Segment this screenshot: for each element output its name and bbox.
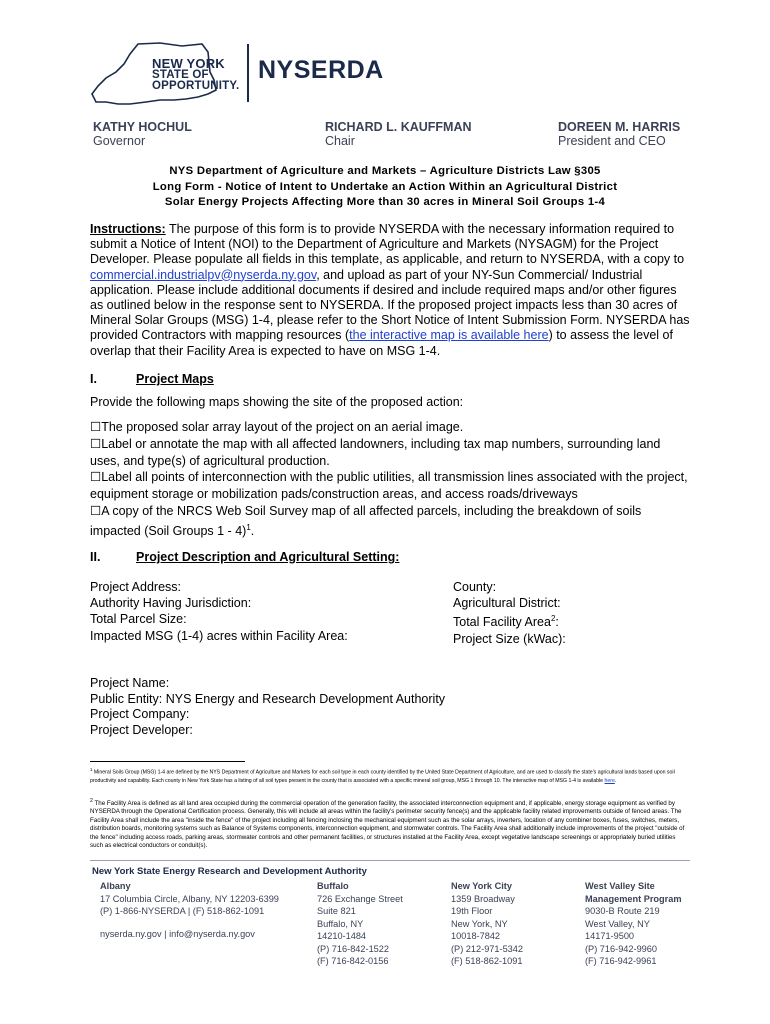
footer-line: 14171-9500 xyxy=(585,931,635,941)
checklist-item-soil-map[interactable] xyxy=(90,503,690,540)
instructions-text: The purpose of this form is to provide NYSERDA with the necessary information required to submit a Notice of Intent (NOI) to the Department of Agriculture and Markets (NYSAGM) for the Project Developer. Please populate all fields in this template, as applicable, and return to NYSERDA, with a copy to xyxy=(90,222,685,267)
logo-divider xyxy=(247,44,249,102)
field-facility-area-label: Total Facility Area xyxy=(453,615,551,630)
footnote-ref-1: 1 xyxy=(246,522,251,532)
checklist-item-interconnection[interactable]: ☐Label all points of interconnection with the public utilities, all transmission lines associated with the project, equipment storage or mobilization pads/construction areas, and access roads/driveways xyxy=(90,470,688,502)
footer-org: New York State Energy Research and Development Authority xyxy=(92,866,367,877)
official-name: KATHY HOCHUL xyxy=(93,120,192,134)
footer-west-valley xyxy=(585,880,705,968)
left-field-list xyxy=(90,579,430,644)
footnote-2-number: 2 xyxy=(90,798,93,804)
official-title: Governor xyxy=(93,134,146,148)
footnote-1-number: 1 xyxy=(90,767,93,772)
field-authority: Authority Having Jurisdiction: xyxy=(90,596,252,611)
footnote-ref-2: 2 xyxy=(550,614,556,624)
footnote-1 xyxy=(90,766,688,785)
section1-heading: Project Maps xyxy=(136,372,214,386)
field-facility-area xyxy=(453,611,693,630)
footer-line xyxy=(100,918,300,928)
footer-line: 17 Columbia Circle, Albany, NY 12203-6399 xyxy=(100,893,279,904)
official-chair xyxy=(325,120,472,148)
field-project-company: Project Company: xyxy=(90,707,190,722)
section1-number: I. xyxy=(90,372,97,386)
nyserda-logo: NYSERDA xyxy=(258,56,384,84)
official-governor xyxy=(93,120,192,148)
field-project-developer: Project Developer: xyxy=(90,722,193,737)
official-name: DOREEN M. HARRIS xyxy=(558,120,681,134)
title-line1: NYS Department of Agriculture and Markets – Agriculture Districts Law §305 xyxy=(169,165,601,177)
section2-heading: Project Description and Agricultural Setting: xyxy=(136,550,400,564)
title-line2: Long Form - Notice of Intent to Undertake an Action Within an Agricultural District xyxy=(152,180,618,193)
field-facility-area-colon: : xyxy=(555,615,559,630)
interactive-map-link[interactable]: the interactive map is available here xyxy=(349,328,549,343)
footer-line: 14210-1484 xyxy=(317,931,367,941)
footer-line: 19th Floor xyxy=(451,906,493,916)
footer-office-name: West Valley Site xyxy=(585,881,655,891)
email-link[interactable]: commercial.industrialpv@nyserda.ny.gov xyxy=(90,267,317,282)
ny-logo-text xyxy=(152,57,239,92)
field-project-name: Project Name: xyxy=(90,676,170,690)
footer-line: 9030-B Route 219 xyxy=(585,906,660,916)
footnote-1-text: Mineral Soils Group (MSG) 1-4 are defined by the NYS Department of Agriculture and Markets for each soil type in each county identified by the United State Department of Agriculture, and are used to classify the state's agricultural lands based upon soil productivity and capability. Each county in New York State has a listing of all soil types present in the county that is associated with a specific mineral soil group, MSG 1 through 10. The interactive map of MSG 1-4 is available xyxy=(90,769,675,784)
field-project-size: Project Size (kWac): xyxy=(453,631,566,646)
instructions-text-3: ) to assess the level of overlap that their Facility Area is expected to have on MSG 1-4. xyxy=(90,328,673,358)
footer-line: (P) 716-842-1522 xyxy=(317,943,390,954)
checklist-item-aerial[interactable]: ☐The proposed solar array layout of the project on an aerial image. xyxy=(90,420,464,434)
footer-line: (F) 716-842-0156 xyxy=(317,956,389,966)
footer-office-name: New York City xyxy=(451,881,512,891)
field-impacted-msg: Impacted MSG (1-4) acres within Facility Area: xyxy=(90,628,348,643)
document-title xyxy=(0,164,770,211)
checklist-item-soil-end: . xyxy=(250,523,255,538)
footer-office-name: Buffalo xyxy=(317,881,349,891)
footer-line: (F) 716-942-9961 xyxy=(585,956,657,966)
footnote-1-link[interactable]: here xyxy=(604,777,615,784)
map-checklist xyxy=(90,419,690,540)
footnote-2-text: The Facility Area is defined as all land area occupied during the commercial operation of the generation facility, the associated interconnection equipment and, if applicable, energy storage equipment as verified by NYSERDA through the Operational Certification process. Generally, this will include all areas within the facility's perimeter security fence(s) and the applicable facility related improvements outside of fenced areas. The Facility Area shall include the area "inside the fence" of the project including all fencing inclosing the mechanical equipment such as the solar arrays, inverters, location of any combiner boxes, fuses, switches, meters, distribution boards, monitoring systems such as Balance of Systems components, interconnection equipment, and stormwater controls. The Facility Area shall additionally include improvements of the project "outside of the fence" including access roads, parking areas, stormwater controls and other permanent facilities, or structures installed at the Facility Area, except vegetative landscape screenings or appropriately buried utilities such as electrical conductors or conduit(s). xyxy=(90,800,685,850)
footer-line: (F) 518-862-1091 xyxy=(451,956,523,966)
official-name: RICHARD L. KAUFFMAN xyxy=(325,120,472,134)
official-president xyxy=(558,120,680,148)
section1-intro: Provide the following maps showing the site of the proposed action: xyxy=(90,395,464,409)
footer-albany xyxy=(100,880,300,940)
official-title: Chair xyxy=(325,134,355,148)
footer-office-name: Albany xyxy=(100,881,131,891)
ny-logo-line2: STATE OF xyxy=(152,69,209,81)
footer-line: 10018-7842 xyxy=(451,931,501,941)
footer-web-email[interactable]: nyserda.ny.gov | info@nyserda.ny.gov xyxy=(100,928,255,939)
ny-logo-line3: OPPORTUNITY. xyxy=(152,80,240,92)
field-public-entity: Public Entity: NYS Energy and Research Development Authority xyxy=(90,691,446,706)
footer-line: New York, NY xyxy=(451,918,508,929)
title-line3: Solar Energy Projects Affecting More than 30 acres in Mineral Soil Groups 1-4 xyxy=(164,196,606,208)
footer-line: Suite 821 xyxy=(317,906,356,916)
section2-number: II. xyxy=(90,550,101,564)
footer-buffalo xyxy=(317,880,437,968)
checklist-item-soil-text: ☐A copy of the NRCS Web Soil Survey map of all affected parcels, including the breakdown of soils impacted (Soil Groups 1 - 4) xyxy=(90,503,642,538)
field-county: County: xyxy=(453,580,497,594)
field-ag-district: Agricultural District: xyxy=(453,596,561,611)
footer-line: (P) 212-971-5342 xyxy=(451,943,524,954)
footer-line: West Valley, NY xyxy=(585,918,650,929)
field-project-address: Project Address: xyxy=(90,580,182,594)
footer-line: (P) 716-942-9960 xyxy=(585,943,658,954)
footer-nyc xyxy=(451,880,571,968)
footer-line: (P) 1-866-NYSERDA | (F) 518-862-1091 xyxy=(100,906,265,916)
footnote-rule xyxy=(90,761,245,762)
footnote-2 xyxy=(90,797,688,851)
footer-line: 1359 Broadway xyxy=(451,893,515,904)
ny-logo-line1: NEW YORK xyxy=(152,56,225,71)
footer-office-name-2: Management Program xyxy=(585,893,682,904)
footer-rule xyxy=(90,860,690,861)
footer-line: 726 Exchange Street xyxy=(317,893,403,904)
instructions-paragraph xyxy=(90,222,690,359)
checklist-item-landowners[interactable]: ☐Label or annotate the map with all affected landowners, including tax map numbers, surrounding land uses, and type(s) of agricultural production. xyxy=(90,436,661,468)
instructions-label: Instructions: xyxy=(90,222,166,236)
bottom-field-list xyxy=(90,676,690,738)
right-field-list xyxy=(453,579,693,647)
footer-line: Buffalo, NY xyxy=(317,918,364,929)
instructions-text-2: , and upload as part of your NY-Sun Commercial/ Industrial application. Please include additional documents if desired and include required maps and/or other figures as outlined below in the response sent to NYSERDA. If the proposed project impacts less than 30 acres of Mineral Solar Groups (MSG) 1-4, please refer to the Short Notice of Intent Submission Form. NYSERDA has provided Contractors with mapping resources ( xyxy=(90,267,690,343)
footnote-1-end: . xyxy=(614,777,617,784)
official-title: President and CEO xyxy=(558,134,666,148)
field-parcel-size: Total Parcel Size: xyxy=(90,612,187,627)
